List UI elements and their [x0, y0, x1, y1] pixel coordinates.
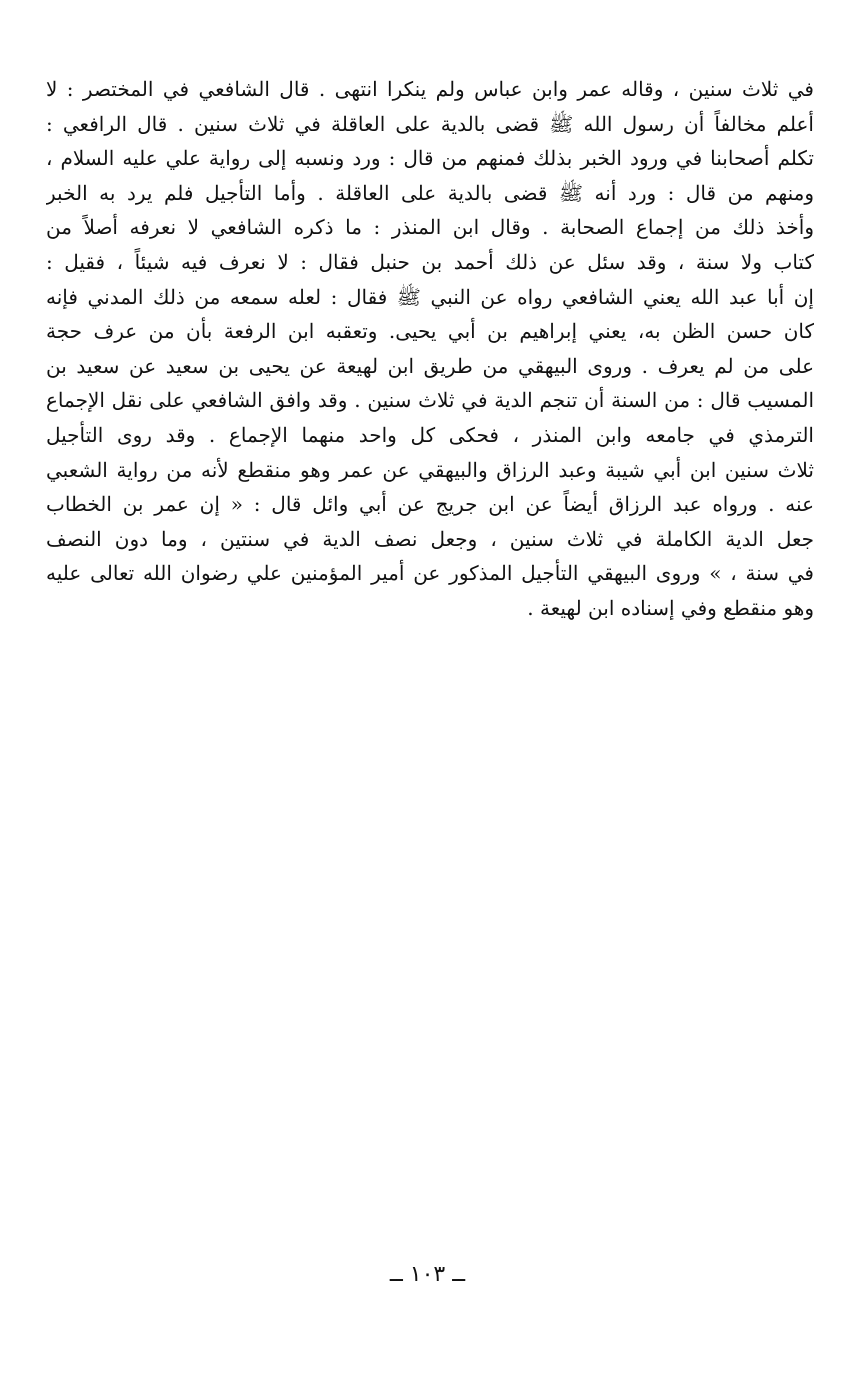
body-text	[46, 72, 814, 626]
text-line: الترمذي في جامعه وابن المنذر ، فحكى كل واحد منهما الإجماع . وقد روى التأجيل	[46, 422, 814, 447]
text-line: على من لم يعرف . وروى البيهقي من طريق ابن لهيعة عن يحيى بن سعيد عن سعيد بن	[46, 353, 814, 378]
text-line: في سنة ، » وروى البيهقي التأجيل المذكور عن أمير المؤمنين علي رضوان الله تعالى عليه	[46, 561, 814, 586]
page-number: ــ ١٠٣ ــ	[389, 1262, 466, 1287]
text-line: أعلم مخالفاً أن رسول الله ﷺ قضى بالدية على العاقلة في ثلاث سنين . قال الرافعي :	[46, 111, 814, 136]
text-line: عنه . ورواه عبد الرزاق أيضاً عن ابن جريج عن أبي وائل قال : « إن عمر بن الخطاب	[46, 492, 814, 517]
text-line: تكلم أصحابنا في ورود الخبر بذلك فمنهم من قال : ورد ونسبه إلى رواية علي عليه السلام ،	[46, 146, 814, 171]
text-line: كتاب ولا سنة ، وقد سئل عن ذلك أحمد بن حنبل فقال : لا نعرف فيه شيئاً ، فقيل :	[46, 249, 814, 274]
text-line: جعل الدية الكاملة في ثلاث سنين ، وجعل نصف الدية في سنتين ، وما دون النصف	[46, 526, 814, 551]
text-line: كان حسن الظن به، يعني إبراهيم بن أبي يحيى. وتعقبه ابن الرفعة بأن من عرف حجة	[46, 319, 814, 344]
text-line: ثلاث سنين ابن أبي شيبة وعبد الرزاق والبيهقي عن عمر وهو منقطع لأنه من رواية الشعبي	[46, 457, 814, 482]
text-line: إن أبا عبد الله يعني الشافعي رواه عن النبي ﷺ فقال : لعله سمعه من ذلك المدني فإنه	[46, 284, 814, 309]
text-line-last: وهو منقطع وفي إسناده ابن لهيعة .	[527, 595, 814, 620]
text-line: ومنهم من قال : ورد أنه ﷺ قضى بالدية على العاقلة . وأما التأجيل فلم يرد به الخبر	[46, 180, 814, 205]
text-line: المسيب قال : من السنة أن تنجم الدية في ثلاث سنين . وقد وافق الشافعي على نقل الإجماع	[46, 388, 814, 413]
text-line: في ثلاث سنين ، وقاله عمر وابن عباس ولم ينكرا انتهى . قال الشافعي في المختصر : لا	[46, 77, 814, 101]
text-line: وأخذ ذلك من إجماع الصحابة . وقال ابن المنذر : ما ذكره الشافعي لا نعرفه أصلاً من	[46, 215, 814, 240]
